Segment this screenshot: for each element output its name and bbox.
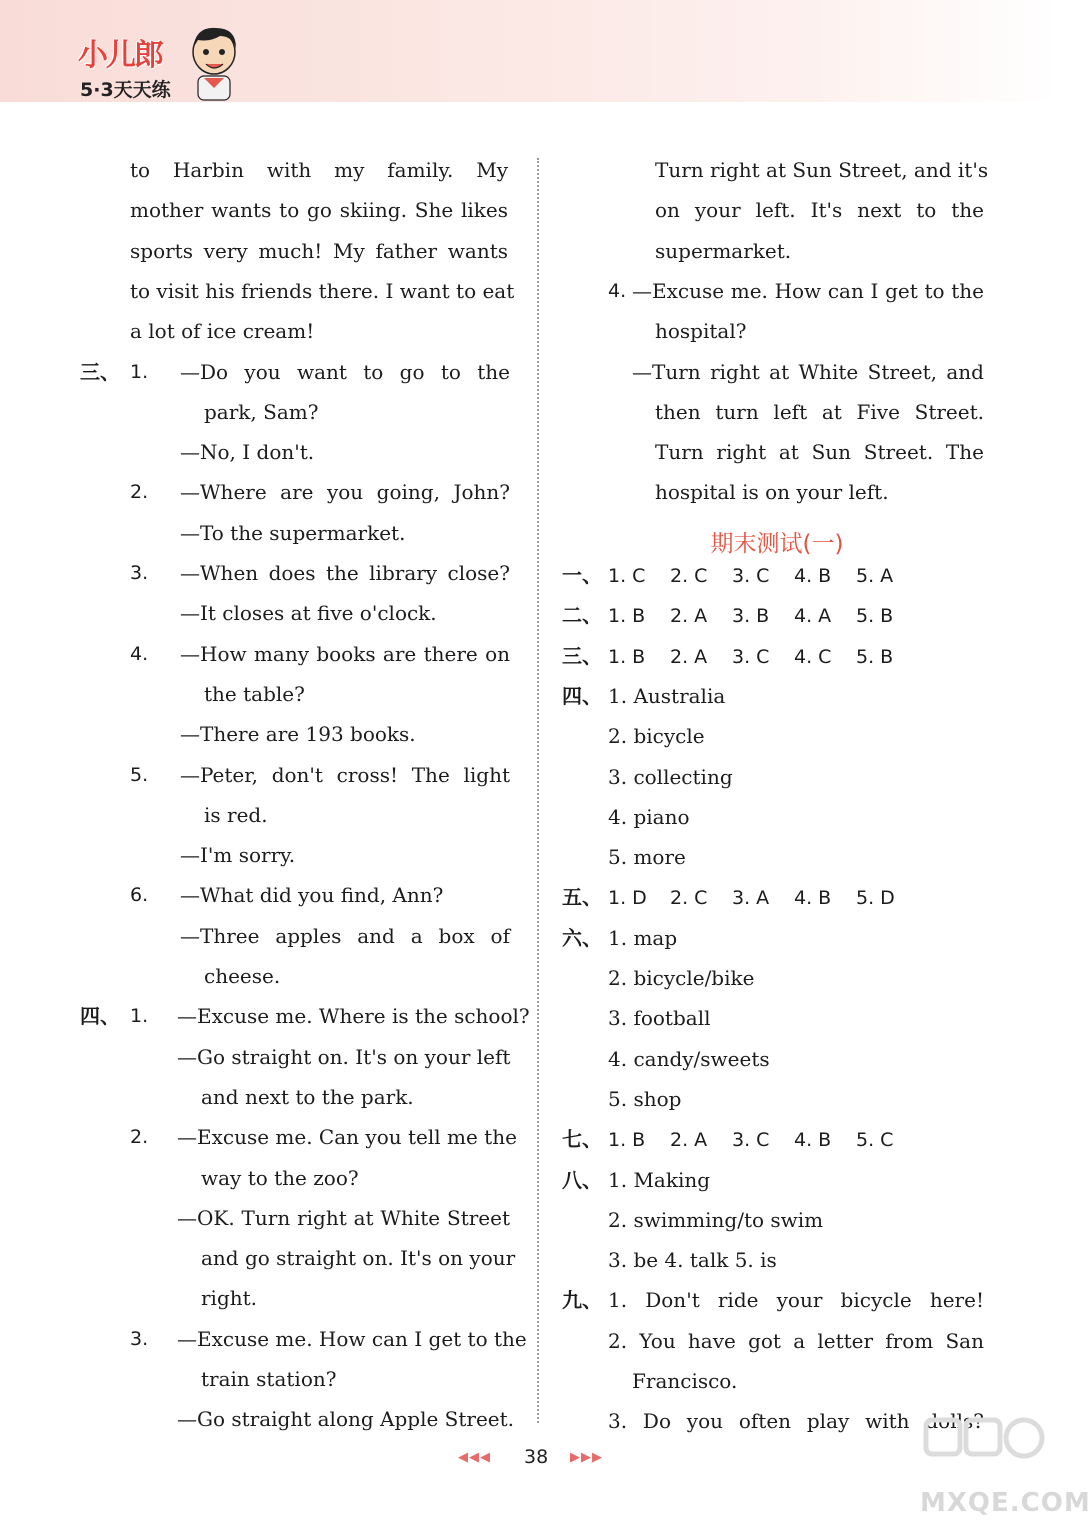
brand-subtitle: 5·3天天练 [80,79,171,101]
item-number: 6. [130,884,149,907]
mascot-boy-icon [186,22,242,102]
answer-line: and go straight on. It's on your [201,1246,516,1271]
item-number: 4. [608,279,627,302]
answer-line: —Three apples and a box of [180,923,510,948]
answer-choice: 3. C [732,645,770,668]
answer-choice: 1. C [608,565,646,587]
section-marker: 七、 [562,1127,602,1152]
answer-choice: 2. A [670,1129,708,1152]
section-marker: 五、 [562,885,602,910]
answer-line: 1. Making [608,1167,711,1192]
item-number: 1. [130,360,149,383]
answer-line: and next to the park. [201,1084,414,1109]
answer-choice: 1. B [608,605,646,628]
answer-line: 2. bicycle/bike [608,966,755,990]
answer-line: —How many books are there on [180,641,510,666]
answer-choice: 5. B [856,645,894,668]
answer-line: 4. piano [608,804,690,829]
section-marker: 三、 [80,359,120,384]
answer-line: 5. more [608,845,686,870]
answer-choice: 3. C [732,565,770,587]
answer-line: way to the zoo? [201,1165,359,1190]
next-arrows-icon: ▶▶▶ [570,1450,603,1465]
answer-line: —When does the library close? [180,561,510,585]
exam-title: 期末测试(一) [710,530,844,557]
answer-line: —What did you find, Ann? [180,883,444,908]
answer-choice: 4. C [794,645,832,668]
answer-choice: 4. B [794,1129,832,1152]
answer-line: —Excuse me. Can you tell me the [177,1125,517,1150]
section-marker: 九、 [562,1288,602,1313]
answer-line: —Excuse me. How can I get to the [632,278,984,303]
answer-line: hospital is on your left. [655,480,889,505]
answer-line: 4. candy/sweets [608,1046,770,1071]
answer-line: —Do you want to go to the [180,359,510,384]
answer-line: —Excuse me. How can I get to the [177,1326,527,1351]
answer-line: train station? [201,1367,337,1391]
answer-line: 3. Do you often play with dolls? [608,1409,984,1434]
answer-line: —It closes at five o'clock. [180,601,437,626]
answer-line: —No, I don't. [180,440,315,465]
page-footer [0,1446,1059,1472]
answer-line: 2. You have got a letter from San [608,1328,984,1353]
answer-line: —To the supermarket. [180,520,406,545]
answer-line: supermarket. [655,238,792,263]
section-marker: 三、 [562,643,602,668]
answer-line: —OK. Turn right at White Street [177,1205,510,1230]
answer-choice: 5. D [856,887,895,910]
column-divider [537,158,539,1423]
answer-line: 2. swimming/to swim [608,1207,824,1232]
section-marker: 六、 [562,925,602,950]
brand-name: 小儿郎 [78,38,162,73]
item-number: 2. [130,1126,149,1149]
watermark-text: MXQE.COM [920,1488,1091,1518]
answer-line: 3. be 4. talk 5. is [608,1248,777,1273]
answer-row [608,885,918,910]
answer-line: on your left. It's next to the [655,198,984,223]
answer-choice: 1. B [608,1129,646,1152]
answer-row [608,1127,918,1152]
section-marker: 八、 [562,1167,602,1192]
answer-line: 3. football [608,1006,711,1031]
answer-choice: 4. B [794,887,832,910]
text-line: mother wants to go skiing. She likes [130,198,508,223]
section-marker: 二、 [562,603,602,628]
answer-line: 3. collecting [608,764,733,789]
section-marker: 四、 [80,1004,120,1029]
answer-choice: 3. C [732,1129,770,1152]
answer-choice: 1. B [608,645,646,668]
answer-line: is red. [204,802,268,827]
text-line: sports very much! My father wants [130,238,508,263]
answer-line: 1. Don't ride your bicycle here! [608,1288,984,1313]
section-marker: 一、 [562,563,602,587]
answer-line: —Turn right at White Street, and [632,359,984,384]
answer-choice: 2. C [670,887,708,910]
answer-line: cheese. [204,964,281,988]
prev-arrows-icon: ◀◀◀ [458,1450,491,1465]
watermark [920,1410,1091,1528]
answer-choice: 5. A [856,565,894,587]
answer-choice: 4. A [794,605,832,628]
answer-line: —Excuse me. Where is the school? [177,1004,530,1029]
brand-logo [78,30,188,100]
answer-choice: 2. A [670,645,708,668]
section-marker: 四、 [562,683,602,708]
answer-line: Turn right at Sun Street. The [655,440,984,465]
item-number: 5. [130,763,149,786]
answer-choice: 4. B [794,565,832,587]
text-line: to visit his friends there. I want to eat [130,278,515,303]
answer-choice: 5. B [856,605,894,628]
answer-line: —Go straight along Apple Street. [177,1407,515,1432]
answer-line: the table? [204,681,305,706]
answer-line: right. [201,1286,258,1311]
answer-row [608,644,918,669]
item-number: 2. [130,481,149,504]
answer-row [608,603,918,628]
answer-line: —There are 193 books. [180,722,416,747]
answer-line: —I'm sorry. [180,843,296,868]
answer-line: Turn right at Sun Street, and it's [655,158,989,182]
page-number: 38 [524,1446,549,1468]
answer-line: 2. bicycle [608,724,705,749]
answer-choice: 1. D [608,887,647,910]
answer-line: 1. map [608,925,678,950]
answer-row [608,563,918,588]
answer-choice: 2. A [670,605,708,628]
answer-line: Francisco. [632,1369,738,1393]
answer-line: —Where are you going, John? [180,480,510,505]
answer-line: 5. shop [608,1086,682,1111]
item-number: 4. [130,642,149,665]
text-line: to Harbin with my family. My [130,158,508,182]
item-number: 3. [130,562,149,584]
item-number: 1. [130,1005,149,1028]
answer-choice: 3. A [732,887,770,910]
answer-choice: 2. C [670,565,708,587]
answer-line: hospital? [655,319,747,344]
watermark-seal-icon [920,1410,1048,1490]
answer-line: then turn left at Five Street. [655,399,984,424]
answer-line: —Peter, don't cross! The light [180,762,510,787]
answer-choice: 5. C [856,1129,894,1152]
text-line: a lot of ice cream! [130,319,315,344]
answer-line: —Go straight on. It's on your left [177,1044,511,1069]
item-number: 3. [130,1327,149,1350]
answer-line: 1. Australia [608,683,726,708]
answer-line: park, Sam? [204,399,319,424]
answer-choice: 3. B [732,605,770,628]
